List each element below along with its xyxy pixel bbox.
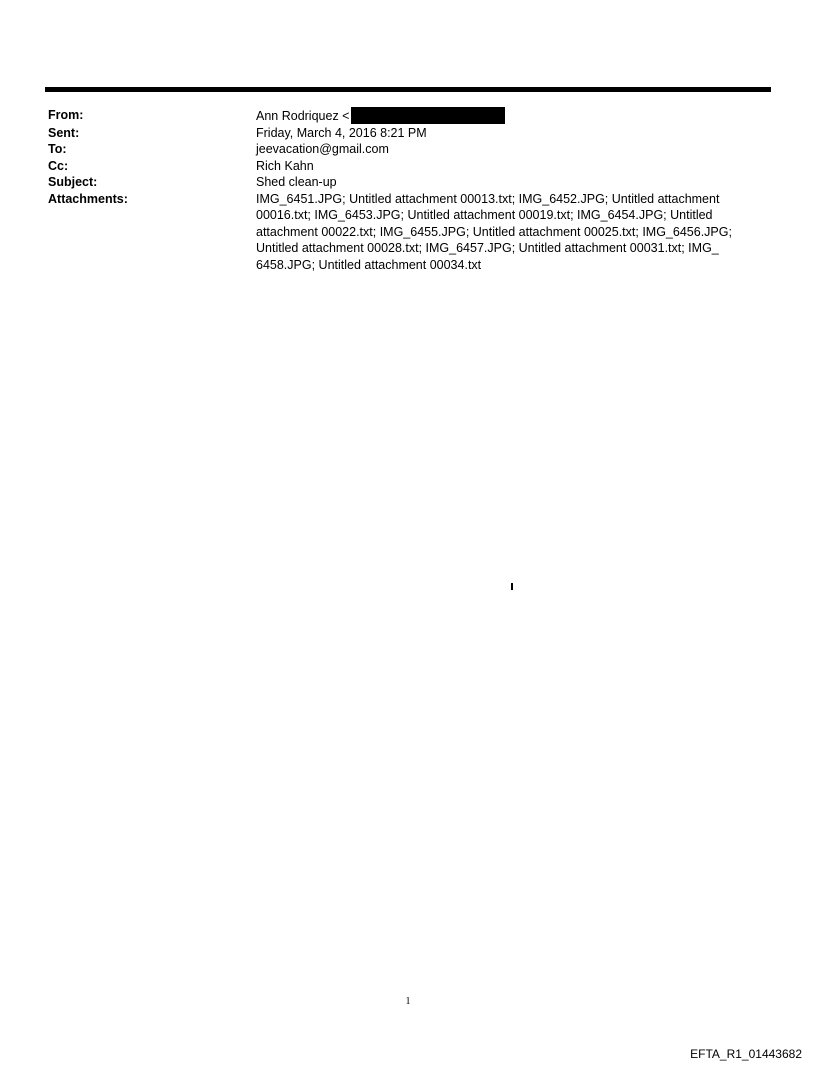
from-value-wrapper [256, 107, 766, 125]
stray-mark [511, 583, 513, 590]
from-row [48, 107, 768, 125]
subject-value: Shed clean-up [256, 175, 337, 189]
attachments-label: Attachments: [48, 191, 128, 206]
cc-row [48, 158, 768, 175]
cc-label: Cc: [48, 158, 69, 173]
sent-value: Friday, March 4, 2016 8:21 PM [256, 125, 427, 140]
redaction-box [351, 107, 505, 124]
sent-row [48, 125, 768, 142]
document-id: EFTA_R1_01443682 [690, 1047, 802, 1061]
from-label: From: [48, 108, 84, 122]
sent-label: Sent: [48, 125, 80, 140]
page-number: 1 [405, 996, 411, 1007]
attachments-row [48, 191, 768, 274]
from-value: Ann Rodriquez < [256, 109, 350, 123]
subject-label: Subject: [48, 175, 98, 189]
header-rule [45, 87, 771, 92]
to-label: To: [48, 142, 67, 156]
subject-row [48, 174, 768, 191]
cc-value: Rich Kahn [256, 158, 314, 173]
to-value: jeevacation@gmail.com [256, 142, 389, 156]
attachments-value: IMG_6451.JPG; Untitled attachment 00013.txt; IMG_6452.JPG; Untitled attachment 00016.txt; IMG_6453.JPG; Untitled attachment 00019.txt; IMG_6454.JPG; Untitled attachment 00022.txt; IMG_6455.JPG; Untitled attachment 00025.txt; IMG_6456.JPG; Untitled attachment 00028.txt; IMG_6457.JPG; Untitled attachment 00031.txt; IMG_ 6458.JPG; Untitled attachment 00034.txt [256, 191, 732, 272]
email-header [48, 107, 768, 273]
to-row [48, 141, 768, 158]
